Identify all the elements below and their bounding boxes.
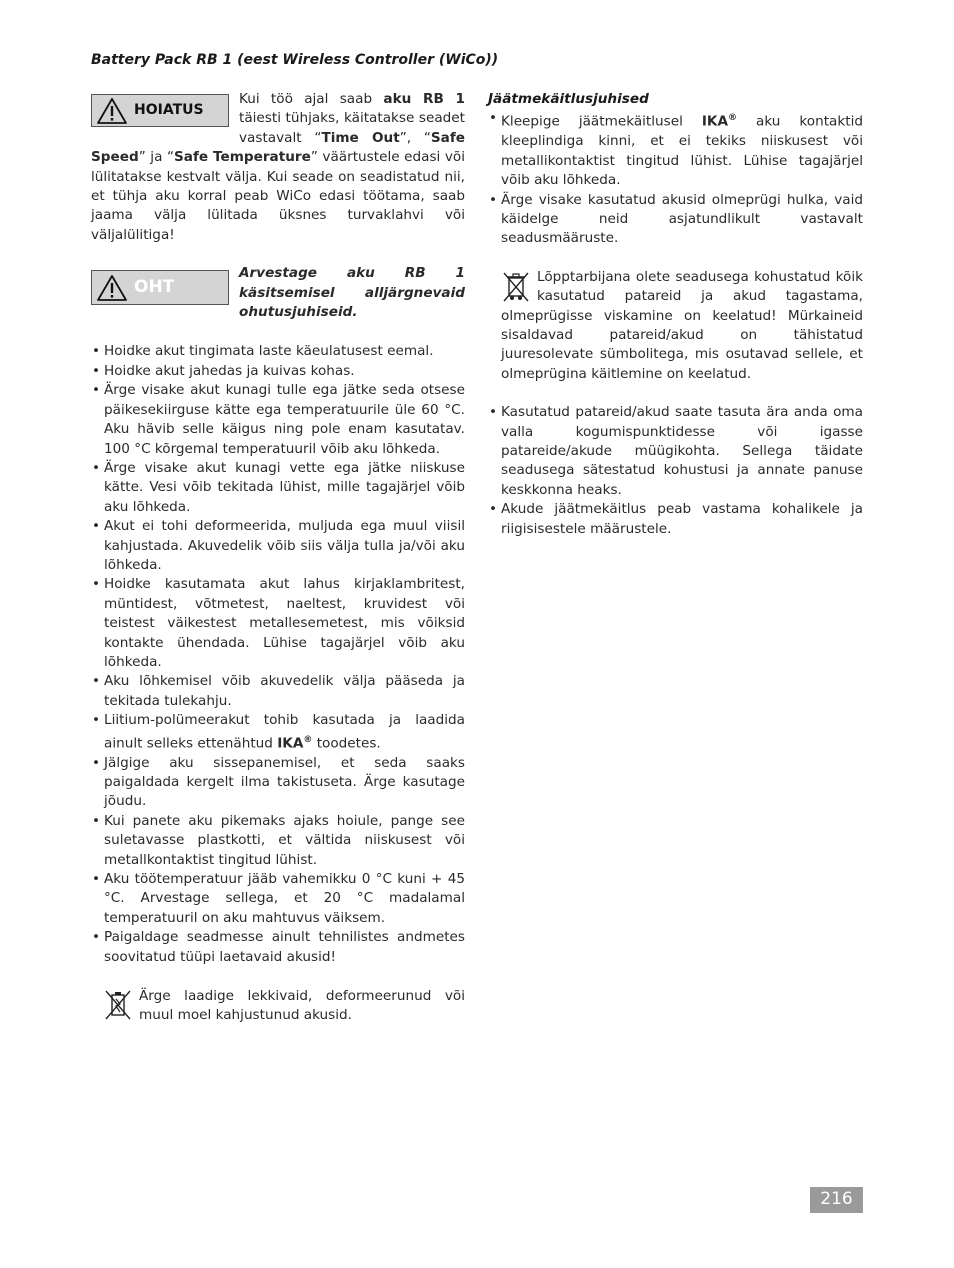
list-item: • Paigaldage seadmesse ainult tehnilistes andmetes soovitatud tüüpi laetavaid akusid! [91,928,465,967]
list-item: • Hoidke akut jahedas ja kuivas kohas. [91,362,465,381]
bin-note [488,268,863,384]
list-item: • Ärge visake akut kunagi vette ega jätke niiskuse kätte. Vesi võib tekitada lühist, mille tagajärjel võib aku lõhkeda. [91,459,465,517]
danger-label: OHT [134,277,175,298]
danger-block [91,264,465,322]
safety-list [91,342,465,967]
warning-block [91,90,465,245]
danger-text: Arvestage aku RB 1 käsitsemisel alljärgnevaid ohutusjuhiseid. [239,265,465,321]
crossed-out-bin-icon [501,270,531,304]
list-item: • Jälgige aku sissepanemisel, et seda saaks paigaldada kergelt ilma takistuseta. Ärge kasutage jõudu. [91,754,465,812]
disposal-heading: Jäätmekäitlusjuhised [488,91,649,107]
warning-label: HOIATUS [134,101,204,118]
list-item: • Aku töötemperatuur jääb vahemikku 0 °C kuni + 45 °C. Arvestage sellega, et 20 °C madalamal temperatuuril on aku mahtuvus väiksem. [91,870,465,928]
bin-note-text: Lõpptarbijana olete seadusega kohustatud kõik kasutatud patareid ja akud tagastama, olmeprügisse viskamine on keelatud! Mürkaineid sisaldavad patareid/akud on tähistatud juuresolevate sümbolitega, mis osutavad sellele, et olmeprügina käitlemine on keelatud. [501,268,863,382]
list-item: • Liitium-polümeerakut tohib kasutada ja laadida ainult selleks ettenähtud IKA® toodetes. [91,711,465,753]
danger-triangle-icon [96,274,128,302]
list-item: • Kui panete aku pikemaks ajaks hoiule, pange see suletavasse plastkotti, et vältida niiskusest või metallkontaktist tingitud lühist. [91,812,465,870]
page-header-title: Battery Pack RB 1 (eest Wireless Controller (WiCo)) [91,52,499,68]
warning-text: Kui töö ajal saab aku RB 1 täiesti tühjaks, käitatakse seadet vastavalt “Time Out”, “Safe Speed” ja “Safe Temperature” väärtustele edasi või lülitatakse kestvalt välja. Kui seade on seadistatud nii, et tühja aku korral peab WiCo edasi töötama, saab jaama välja lülitada üksnes turvaklahvi või väljalülitiga! [91,91,466,243]
list-item: • Aku lõhkemisel võib akuvedelik välja pääseda ja tekitada tulekahju. [91,672,465,711]
list-item: • Hoidke akut tingimata laste käeulatusest eemal. [91,342,465,361]
no-charge-note [91,987,465,1026]
list-item: • Akut ei tohi deformeerida, muljuda ega muul viisil kahjustada. Akuvedelik võib siis välja tulla ja/või aku lõhkeda. [91,517,465,575]
list-item: • Ärge visake akut kunagi tulle ega jätke seda otsese päikesekiirguse kätte ega temperatuurile üle 60 °C. Aku hävib selle käigus ning pole enam kasutatav. 100 °C kõrgemal temperatuuril võib aku lõhkeda. [91,381,465,459]
warning-triangle-icon [96,97,128,125]
page-number: 216 [810,1187,863,1213]
danger-badge [91,270,229,305]
collection-list [488,403,863,539]
no-charge-note-text: Ärge laadige lekkivaid, deformeerunud või muul moel kahjustunud akusid. [139,988,465,1024]
list-item: • Ärge visake kasutatud akusid olmeprügi hulka, vaid käidelge neid asjatundlikult vastavalt seadusmääruste. [488,191,863,249]
disposal-list [488,109,863,248]
list-item: • Kasutatud patareid/akud saate tasuta ära anda oma valla kogumispunktidesse või igasse patareide/akude müügikohta. Sellega täidate seadusega sätestatud kohustusi ja annate panuse keskkonna heaks. [488,403,863,500]
list-item: • Hoidke kasutamata akut lahus kirjaklambritest, müntidest, võtmetest, naeltest, kruvidest või teistest väikestest metallesemetest, mis võiksid kontakte ühendada. Lühise tagajärjel võib aku lõhkeda. [91,575,465,672]
no-charging-damaged-battery-icon [103,989,133,1023]
left-column [91,90,465,1026]
list-item: • Kleepige jäätmekäitlusel IKA® aku kontaktid kleeplindiga kinni, et ei tekiks niiskusest või metallikontaktist tingitud lühist. Lühise tagajärjel võib aku lõhkeda. [488,109,863,190]
list-item: • Akude jäätmekäitlus peab vastama kohalikele ja riigisisestele määrustele. [488,500,863,539]
right-column [488,90,863,539]
warning-badge [91,94,229,127]
